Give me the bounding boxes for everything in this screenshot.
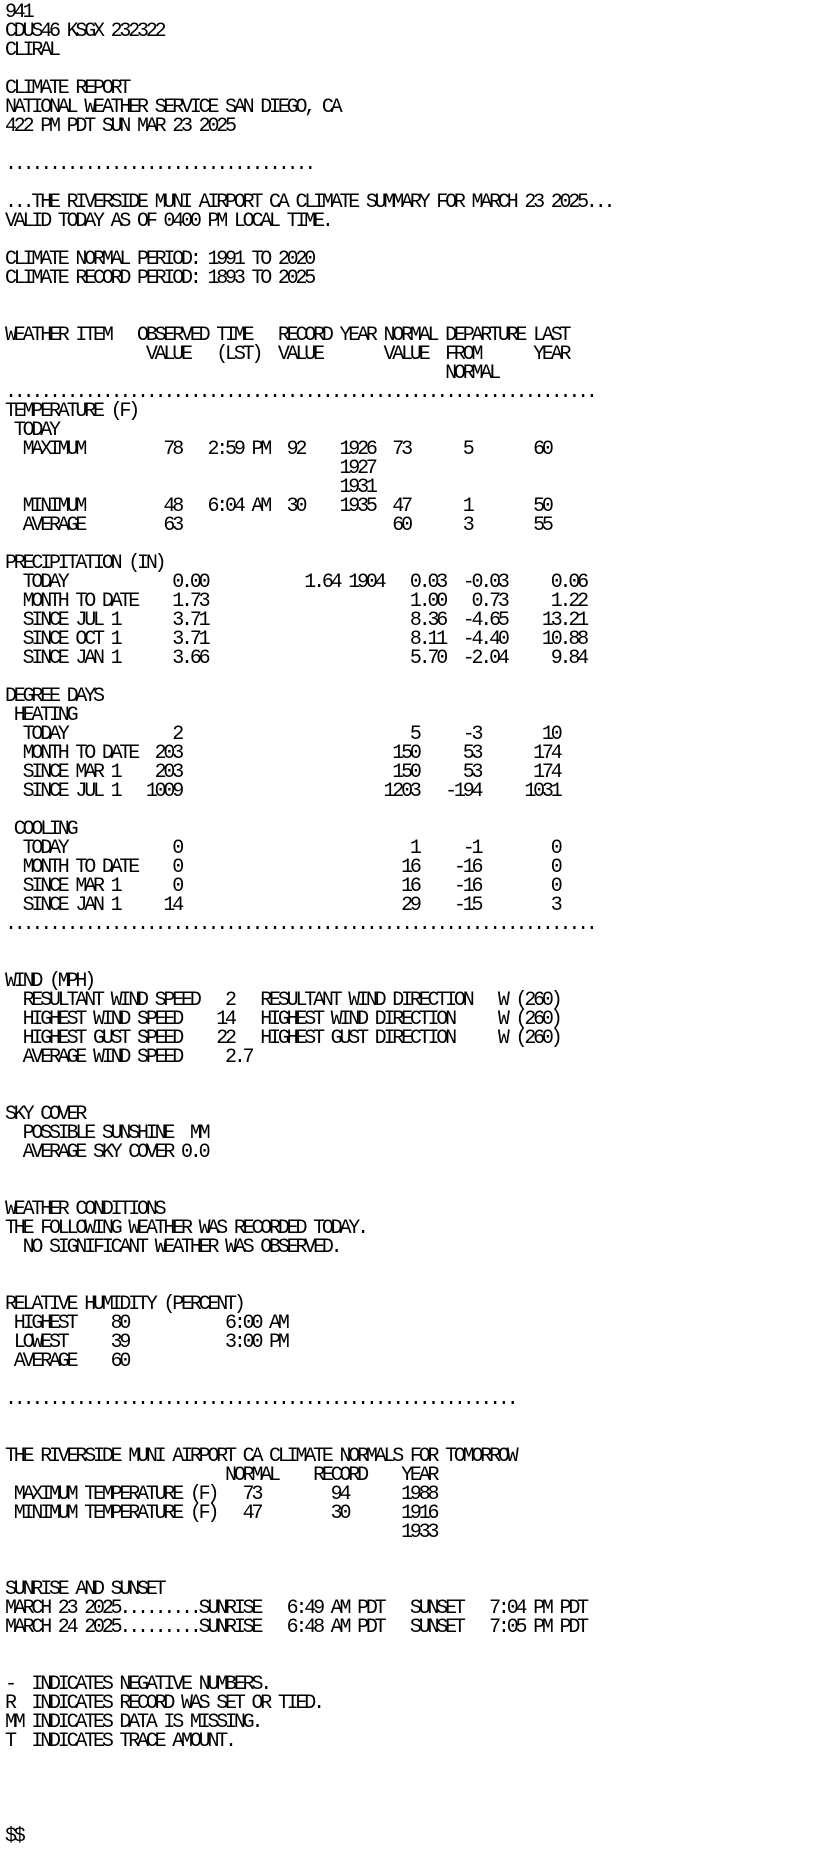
report-line: 941	[5, 1, 32, 24]
report-line: HIGHEST GUST SPEED 22 HIGHEST GUST DIRECTION W (260)	[5, 1027, 560, 1050]
report-line: $$	[5, 1825, 23, 1848]
report-line: HIGHEST WIND SPEED 14 HIGHEST WIND DIRECTION W (260)	[5, 1008, 560, 1031]
report-line: DEGREE DAYS	[5, 685, 102, 708]
report-line: T INDICATES TRACE AMOUNT.	[5, 1730, 234, 1753]
report-line: MARCH 24 2025.........SUNRISE 6:48 AM PDT SUNSET 7:05 PM PDT	[5, 1616, 586, 1639]
report-line: SINCE MAR 1 203 150 53 174	[5, 761, 560, 784]
report-line: MONTH TO DATE 1.73 1.00 0.73 1.22	[5, 590, 586, 613]
report-line: 422 PM PDT SUN MAR 23 2025	[5, 115, 234, 138]
report-line: MAXIMUM 78 2:59 PM 92 1926 73 5 60	[5, 438, 551, 461]
report-line: CLIRAL	[5, 39, 58, 62]
report-line: POSSIBLE SUNSHINE MM	[5, 1122, 208, 1145]
report-line: SKY COVER	[5, 1103, 85, 1126]
report-line: LOWEST 39 3:00 PM	[5, 1331, 287, 1354]
report-line: TODAY 2 5 -3 10	[5, 723, 560, 746]
report-line: AVERAGE SKY COVER 0.0	[5, 1141, 208, 1164]
report-line: AVERAGE WIND SPEED 2.7	[5, 1046, 252, 1069]
report-line: ...THE RIVERSIDE MUNI AIRPORT CA CLIMATE SUMMARY FOR MARCH 23 2025...	[5, 191, 613, 214]
report-line: HEATING	[5, 704, 76, 727]
report-line: ...................................................................	[5, 913, 595, 936]
report-line: CDUS46 KSGX 232322	[5, 20, 164, 43]
report-line: VALID TODAY AS OF 0400 PM LOCAL TIME.	[5, 210, 331, 233]
report-line: AVERAGE 63 60 3 55	[5, 514, 551, 537]
report-line: SINCE JUL 1 3.71 8.36 -4.65 13.21	[5, 609, 586, 632]
report-line: MINIMUM TEMPERATURE (F) 47 30 1916	[5, 1502, 437, 1525]
report-line: RESULTANT WIND SPEED 2 RESULTANT WIND DIRECTION W (260)	[5, 989, 560, 1012]
report-line: TODAY	[5, 419, 58, 442]
report-line: NO SIGNIFICANT WEATHER WAS OBSERVED.	[5, 1236, 340, 1259]
report-line: ...................................	[5, 153, 314, 176]
report-line: NORMAL RECORD YEAR	[5, 1464, 437, 1487]
report-line: SINCE MAR 1 0 16 -16 0	[5, 875, 560, 898]
report-line: WEATHER CONDITIONS	[5, 1198, 164, 1221]
report-line: 1927	[5, 457, 375, 480]
report-line: NATIONAL WEATHER SERVICE SAN DIEGO, CA	[5, 96, 340, 119]
report-line: SINCE JAN 1 3.66 5.70 -2.04 9.84	[5, 647, 586, 670]
report-line: MINIMUM 48 6:04 AM 30 1935 47 1 50	[5, 495, 551, 518]
report-line: TODAY 0 1 -1 0	[5, 837, 560, 860]
report-line: THE RIVERSIDE MUNI AIRPORT CA CLIMATE NORMALS FOR TOMORROW	[5, 1445, 516, 1468]
report-line: COOLING	[5, 818, 76, 841]
report-line: MM INDICATES DATA IS MISSING.	[5, 1711, 261, 1734]
report-line: MARCH 23 2025.........SUNRISE 6:49 AM PDT SUNSET 7:04 PM PDT	[5, 1597, 586, 1620]
report-line: TODAY 0.00 1.64 1904 0.03 -0.03 0.06	[5, 571, 586, 594]
report-line: HIGHEST 80 6:00 AM	[5, 1312, 287, 1335]
report-line: R INDICATES RECORD WAS SET OR TIED.	[5, 1692, 322, 1715]
report-line: - INDICATES NEGATIVE NUMBERS.	[5, 1673, 270, 1696]
report-line: CLIMATE REPORT	[5, 77, 129, 100]
report-line: CLIMATE NORMAL PERIOD: 1991 TO 2020	[5, 248, 314, 271]
report-line: PRECIPITATION (IN)	[5, 552, 164, 575]
report-line: 1933	[5, 1521, 437, 1544]
report-line: SINCE JAN 1 14 29 -15 3	[5, 894, 560, 917]
report-line: MONTH TO DATE 203 150 53 174	[5, 742, 560, 765]
report-line: WIND (MPH)	[5, 970, 94, 993]
report-line: SINCE JUL 1 1009 1203 -194 1031	[5, 780, 560, 803]
report-line: AVERAGE 60	[5, 1350, 129, 1373]
report-line: MAXIMUM TEMPERATURE (F) 73 94 1988	[5, 1483, 437, 1506]
report-line: SINCE OCT 1 3.71 8.11 -4.40 10.88	[5, 628, 586, 651]
report-line: RELATIVE HUMIDITY (PERCENT)	[5, 1293, 243, 1316]
report-line: 1931	[5, 476, 375, 499]
report-line: CLIMATE RECORD PERIOD: 1893 TO 2025	[5, 267, 314, 290]
report-line: TEMPERATURE (F)	[5, 400, 138, 423]
report-line: VALUE (LST) VALUE VALUE FROM YEAR	[5, 343, 569, 366]
report-line: THE FOLLOWING WEATHER WAS RECORDED TODAY.	[5, 1217, 366, 1240]
report-line: SUNRISE AND SUNSET	[5, 1578, 164, 1601]
report-line: ..........................................................	[5, 1388, 516, 1411]
report-line: MONTH TO DATE 0 16 -16 0	[5, 856, 560, 879]
report-line: ...................................................................	[5, 381, 595, 404]
report-line: WEATHER ITEM OBSERVED TIME RECORD YEAR NORMAL DEPARTURE LAST	[5, 324, 569, 347]
report-line: NORMAL	[5, 362, 498, 385]
